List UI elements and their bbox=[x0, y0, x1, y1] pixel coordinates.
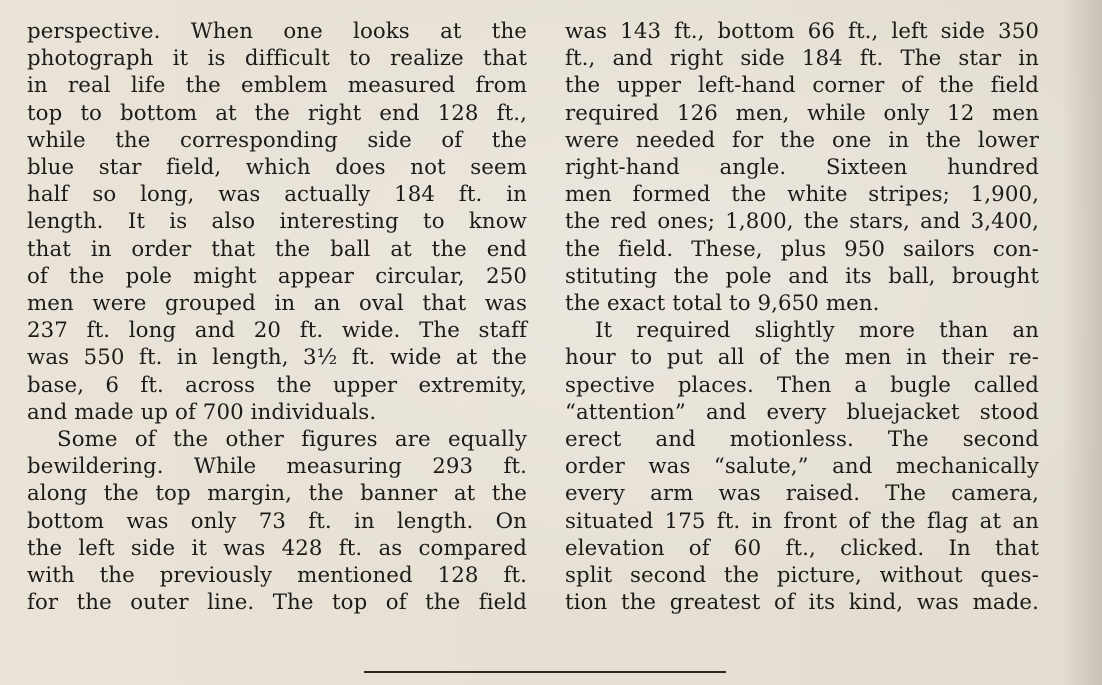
text-line: the exact total to 9,650 men. bbox=[565, 291, 880, 317]
text-line: base, 6 ft. across the upper extremity, bbox=[27, 372, 527, 398]
text-line: the left side it was 428 ft. as compared bbox=[27, 535, 527, 561]
left-text-column bbox=[27, 18, 527, 616]
text-line: 237 ft. long and 20 ft. wide. The staff bbox=[27, 318, 527, 344]
text-line: blue star field, which does not seem bbox=[27, 155, 527, 181]
text-line: “attention” and every bluejacket stood bbox=[565, 399, 1039, 425]
text-line: men formed the white stripes; 1,900, bbox=[565, 182, 1039, 208]
text-line: right-hand angle. Sixteen hundred bbox=[565, 155, 1039, 181]
text-line: elevation of 60 ft., clicked. In that bbox=[565, 535, 1039, 561]
text-line: for the outer line. The top of the field bbox=[27, 590, 527, 616]
text-line: along the top margin, the banner at the bbox=[27, 481, 527, 507]
text-line: stituting the pole and its ball, brought bbox=[565, 263, 1039, 289]
text-line: with the previously mentioned 128 ft. bbox=[27, 563, 527, 589]
text-line: was 143 ft., bottom 66 ft., left side 350 bbox=[565, 19, 1039, 44]
text-line: in real life the emblem measured from bbox=[27, 73, 527, 99]
text-line: Some of the other figures are equally bbox=[57, 427, 527, 453]
text-line: hour to put all of the men in their re- bbox=[565, 345, 1039, 371]
text-line: tion the greatest of its kind, was made. bbox=[565, 590, 1039, 616]
end-of-article-rule bbox=[364, 671, 726, 673]
text-line: length. It is also interesting to know bbox=[27, 209, 527, 235]
text-line: half so long, was actually 184 ft. in bbox=[27, 182, 527, 208]
text-line: top to bottom at the right end 128 ft., bbox=[27, 100, 527, 126]
text-line: was 550 ft. in length, 3½ ft. wide at the bbox=[27, 345, 527, 371]
text-line: situated 175 ft. in front of the flag at an bbox=[565, 508, 1039, 534]
text-line: of the pole might appear circular, 250 bbox=[27, 263, 527, 289]
text-line: order was “salute,” and mechanically bbox=[565, 454, 1039, 480]
text-line: were needed for the one in the lower bbox=[565, 127, 1039, 153]
text-line: bottom was only 73 ft. in length. On bbox=[27, 508, 527, 534]
text-line: the upper left-hand corner of the field bbox=[565, 73, 1039, 99]
text-line: the red ones; 1,800, the stars, and 3,400, bbox=[565, 209, 1039, 235]
text-line: It required slightly more than an bbox=[595, 318, 1039, 344]
text-line: ft., and right side 184 ft. The star in bbox=[565, 46, 1039, 72]
text-line: every arm was raised. The camera, bbox=[565, 481, 1039, 507]
text-line: required 126 men, while only 12 men bbox=[565, 100, 1039, 126]
text-line: while the corresponding side of the bbox=[27, 127, 527, 153]
text-line: split second the picture, without ques- bbox=[565, 563, 1039, 589]
text-line: erect and motionless. The second bbox=[565, 427, 1039, 453]
text-line: photograph it is difficult to realize that bbox=[27, 46, 527, 72]
right-text-column bbox=[565, 18, 1039, 616]
text-line: spective places. Then a bugle called bbox=[565, 372, 1039, 398]
text-line: perspective. When one looks at the bbox=[27, 19, 527, 44]
text-line: the field. These, plus 950 sailors con- bbox=[565, 236, 1039, 262]
text-line: that in order that the ball at the end bbox=[27, 236, 527, 262]
text-line: bewildering. While measuring 293 ft. bbox=[27, 454, 527, 480]
text-line: men were grouped in an oval that was bbox=[27, 291, 527, 317]
text-line: and made up of 700 individuals. bbox=[27, 399, 377, 425]
page-edge-shadow bbox=[1062, 0, 1102, 685]
